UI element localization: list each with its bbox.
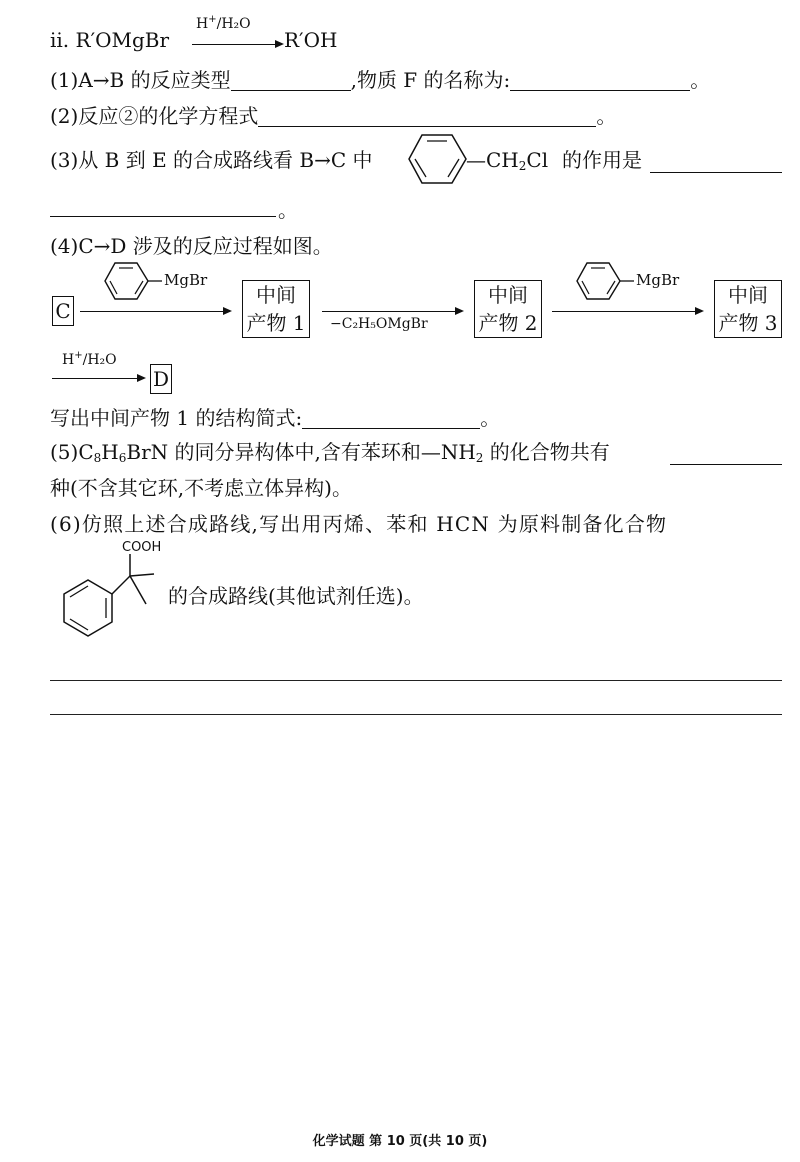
grignard-reagent-label: MgBr xyxy=(636,271,680,289)
reaction-arrow xyxy=(80,311,230,312)
question-6-line-2: 的合成路线(其他试剂任选)。 xyxy=(168,584,424,608)
roman-marker: ⅱ. xyxy=(50,28,76,52)
condition-label: H+/H₂O xyxy=(196,14,251,32)
target-compound-structure xyxy=(50,556,160,646)
benzene-ring xyxy=(408,134,468,186)
answer-line[interactable] xyxy=(50,680,782,681)
cooh-label: COOH xyxy=(122,540,162,555)
answer-blank[interactable] xyxy=(50,196,276,217)
answer-blank[interactable] xyxy=(258,106,596,127)
question-3-prefix: (3)从 B 到 E 的合成路线看 B→C 中 xyxy=(50,148,373,172)
answer-blank[interactable] xyxy=(510,70,690,91)
reactant: R′OMgBr xyxy=(75,28,170,52)
answer-blank[interactable] xyxy=(302,408,480,429)
byproduct-label: −C₂H₅OMgBr xyxy=(330,316,428,332)
question-5: $(5)C_8H_6BrN$ 的同分异构体中,含有苯环和$—NH_2$ 的化合物共有 xyxy=(50,440,610,465)
box-c: C xyxy=(52,296,74,326)
reaction-arrow xyxy=(52,378,144,379)
question-4-ask: 写出中间产物 1 的结构简式: 。 xyxy=(50,406,501,430)
grignard-reagent-label: MgBr xyxy=(164,271,208,289)
question-1: (1)A→B 的反应类型 ,物质 F 的名称为: 。 xyxy=(50,68,711,92)
box-intermediate-3: 中间 产物 3 xyxy=(714,280,782,338)
question-6: (6)仿照上述合成路线,写出用丙烯、苯和 HCN 为原料制备化合物 xyxy=(50,512,668,536)
question-3-suffix: 的作用是 xyxy=(562,148,642,172)
reagent-benzyl-chloride: $—CH_2Cl$ xyxy=(466,148,549,173)
product: R′OH xyxy=(284,28,338,52)
answer-blank[interactable] xyxy=(650,152,782,173)
box-intermediate-2: 中间 产物 2 xyxy=(474,280,542,338)
answer-line[interactable] xyxy=(50,714,782,715)
question-5-line-2: 种(不含其它环,不考虑立体异构)。 xyxy=(50,476,352,500)
page-footer: 化学试题 第 10 页(共 10 页) xyxy=(312,1134,488,1149)
line-ii xyxy=(50,26,169,54)
condition-label: H+/H₂O xyxy=(62,350,117,368)
box-intermediate-1: 中间 产物 1 xyxy=(242,280,310,338)
reaction-arrow xyxy=(552,311,702,312)
reaction-arrow xyxy=(322,311,462,312)
answer-blank[interactable] xyxy=(670,444,782,465)
benzene-ring-icon xyxy=(104,262,150,302)
answer-blank[interactable] xyxy=(231,70,351,91)
reaction-arrow xyxy=(192,44,282,45)
question-2: (2)反应②的化学方程式 。 xyxy=(50,104,617,128)
benzene-ring-icon xyxy=(576,262,622,302)
box-d: D xyxy=(150,364,172,394)
question-4: (4)C→D 涉及的反应过程如图。 xyxy=(50,234,333,258)
